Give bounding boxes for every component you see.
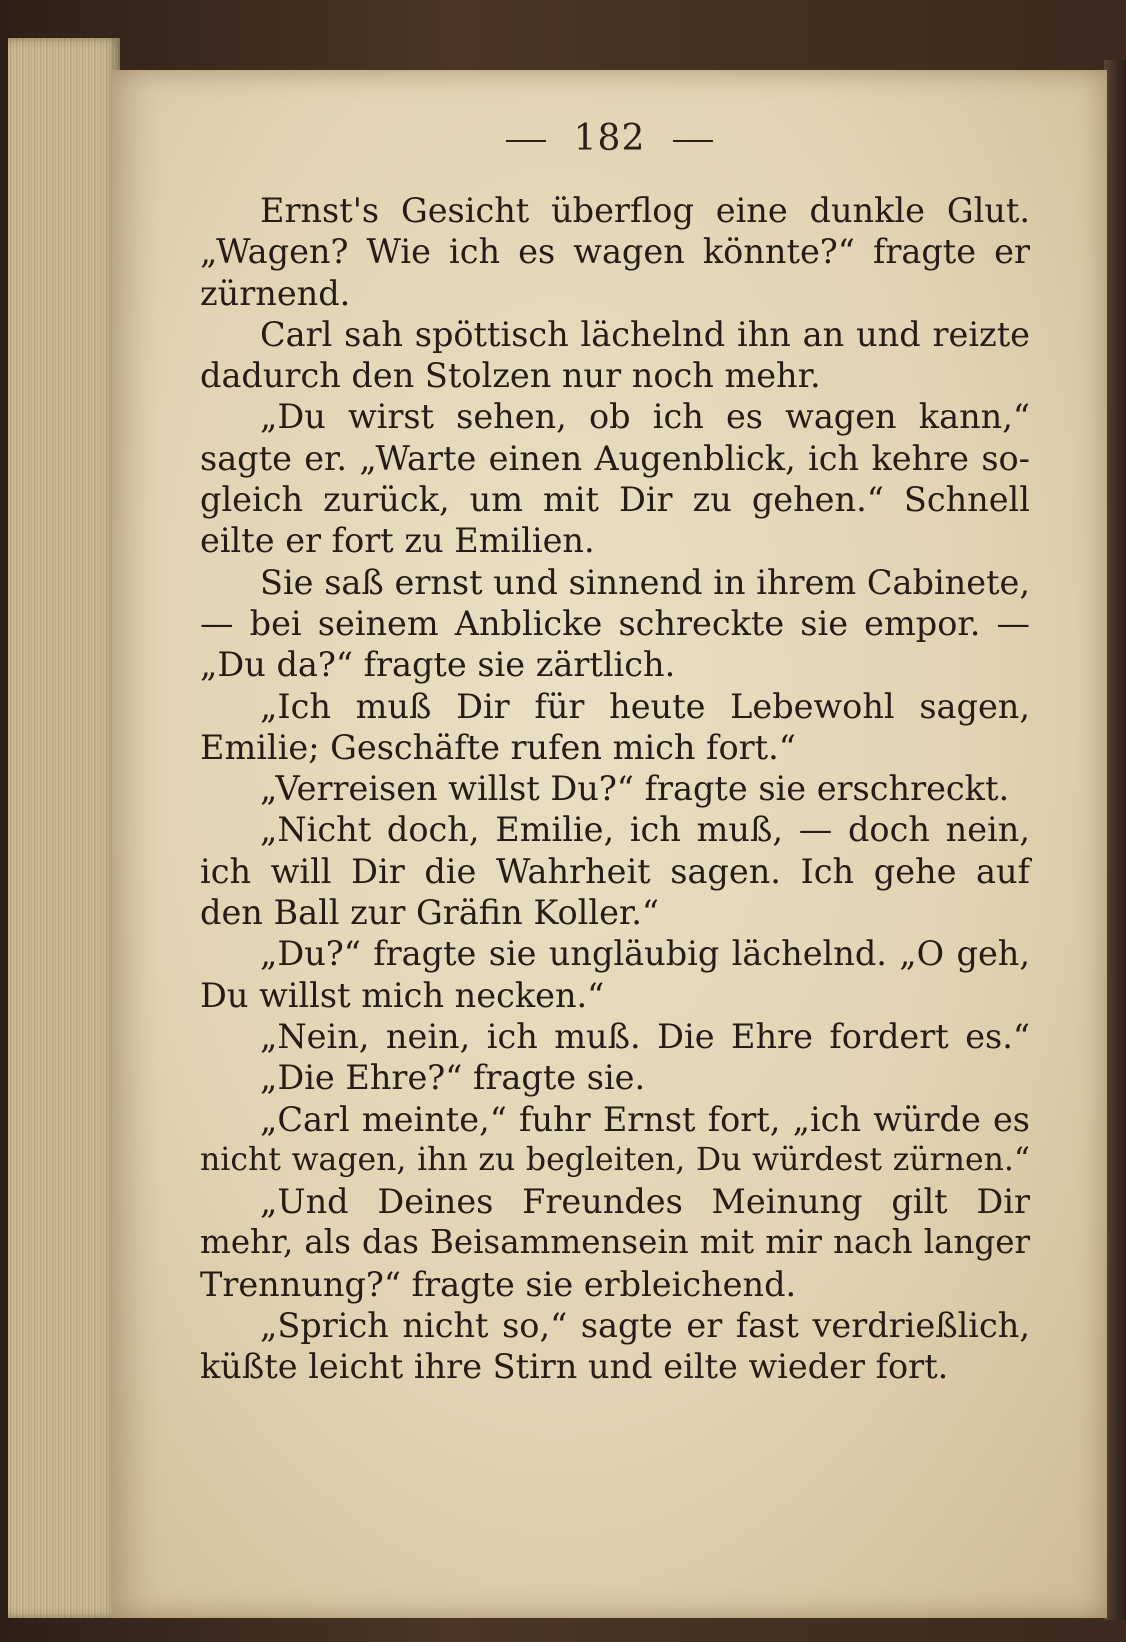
- text-line: „Verreisen willst Du?“ fragte sie erschreckt.: [260, 769, 1010, 809]
- text-line: sagte er. „Warte einen Augenblick, ich kehre so-: [200, 438, 1030, 478]
- text-line: Du willst mich necken.“: [200, 975, 605, 1015]
- header-dash-right: [673, 140, 713, 142]
- text-line: gleich zurück, um mit Dir zu gehen.“ Schnell: [200, 480, 1030, 520]
- text-line: „Nein, nein, ich muß. Die Ehre fordert es.“: [260, 1016, 1030, 1056]
- page-body-text: [200, 190, 1030, 1388]
- text-line: „Du wirst sehen, ob ich es wagen kann,“: [260, 397, 1030, 437]
- text-line: „Und Deines Freundes Meinung gilt Dir: [260, 1182, 1030, 1222]
- text-line: Emilie; Geschäfte rufen mich fort.“: [200, 727, 796, 767]
- text-line: eilte er fort zu Emilien.: [200, 521, 595, 561]
- text-line: dadurch den Stolzen nur noch mehr.: [200, 356, 821, 396]
- text-line: „Du?“ fragte sie ungläubig lächelnd. „O geh,: [260, 934, 1030, 974]
- header-dash-left: [506, 140, 546, 142]
- text-line: Sie saß ernst und sinnend in ihrem Cabinete,: [260, 562, 1030, 602]
- text-line: zürnend.: [200, 273, 351, 313]
- text-line: „Du da?“ fragte sie zärtlich.: [200, 645, 676, 685]
- text-line: ich will Dir die Wahrheit sagen. Ich gehe auf: [200, 851, 1030, 891]
- text-line: den Ball zur Gräfin Koller.“: [200, 893, 660, 933]
- text-line: „Carl meinte,“ fuhr Ernst fort, „ich würde es: [260, 1099, 1030, 1139]
- text-line: nicht wagen, ihn zu begleiten, Du würdest zürnen.“: [200, 1141, 1030, 1178]
- page-number: 182: [573, 118, 646, 159]
- text-line: „Nicht doch, Emilie, ich muß, — doch nein,: [260, 810, 1030, 850]
- text-line: — bei seinem Anblicke schreckte sie empor. —: [200, 603, 1030, 643]
- text-line: Carl sah spöttisch lächelnd ihn an und reizte: [260, 314, 1030, 354]
- text-line: „Ich muß Dir für heute Lebewohl sagen,: [260, 686, 1030, 726]
- text-line: „Die Ehre?“ fragte sie.: [260, 1058, 646, 1098]
- text-line: „Sprich nicht so,“ sagte er fast verdrießlich,: [260, 1306, 1030, 1346]
- text-line: küßte leicht ihre Stirn und eilte wieder fort.: [200, 1347, 949, 1387]
- page-edges: [8, 38, 120, 1618]
- book-binding: [1104, 60, 1126, 1620]
- text-line: Trennung?“ fragte sie erbleichend.: [200, 1264, 797, 1304]
- text-line: „Wagen? Wie ich es wagen könnte?“ fragte er: [200, 232, 1030, 272]
- page-header: [112, 118, 1107, 159]
- text-line: mehr, als das Beisammensein mit mir nach langer: [200, 1223, 1030, 1262]
- text-line: Ernst's Gesicht überflog eine dunkle Glut.: [260, 191, 1030, 230]
